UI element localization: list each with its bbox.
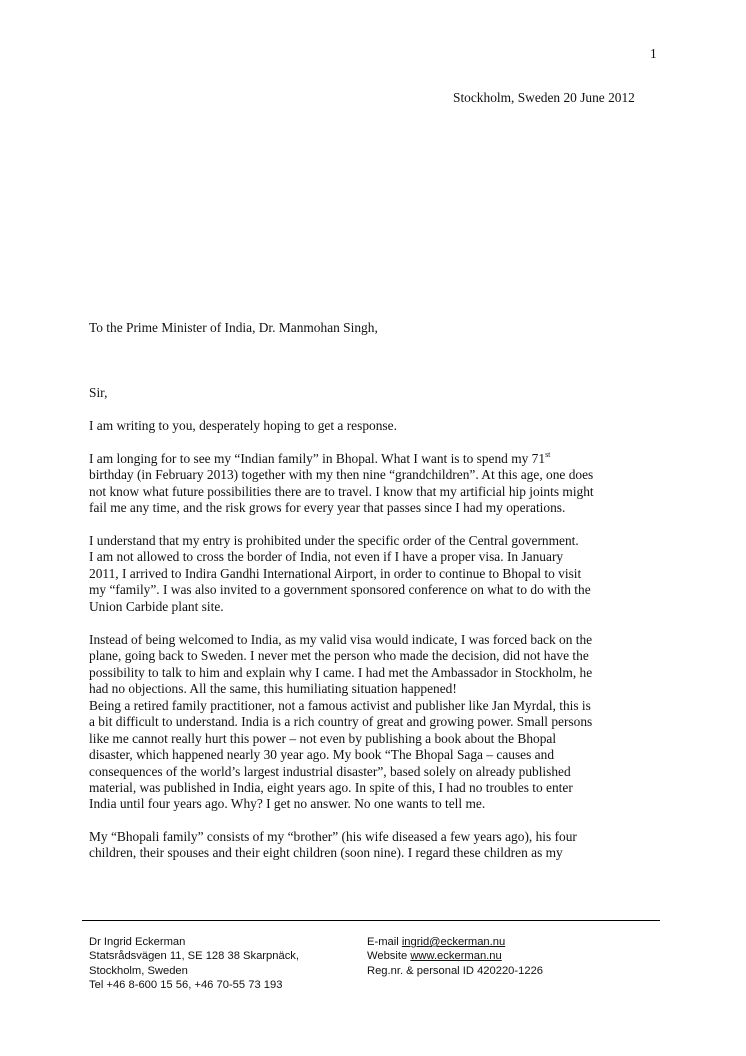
paragraph-intro [89,418,397,434]
text-line: my “family”. I was also invited to a government sponsored conference on what to do with the [89,582,591,598]
website-link[interactable]: www.eckerman.nu [410,950,502,963]
text-line: I understand that my entry is prohibited under the specific order of the Central government. [89,533,579,548]
footer-line: Dr Ingrid Eckerman [89,936,186,948]
text-line: India until four years ago. Why? I get no answer. No one wants to tell me. [89,796,486,812]
footer-line: Tel +46 8-600 15 56, +46 70-55 73 193 [89,979,283,992]
text-line: children, their spouses and their eight children (soon nine). I regard these children as my [89,845,563,861]
paragraph-4 [89,698,592,813]
text-line: disaster, which happened nearly 30 year ago. My book “The Bhopal Saga – causes and [89,747,555,763]
addressee: To the Prime Minister of India, Dr. Manmohan Singh, [89,320,378,335]
text-line: fail me any time, and the risk grows for every year that passes since I had my operations. [89,500,566,516]
text-line: not know what future possibilities there are to travel. I know that my artificial hip joints might [89,483,594,499]
text-line: My “Bhopali family” consists of my “brother” (his wife diseased a few years ago), his four [89,829,577,844]
page-number: 1 [650,46,657,61]
text-line: had no objections. All the same, this humiliating situation happened! [89,681,457,697]
text-line: 2011, I arrived to Indira Gandhi International Airport, in order to continue to Bhopal to visit [89,565,582,581]
paragraph-1 [89,451,594,517]
text-line: Union Carbide plant site. [89,598,224,614]
footer-address [89,935,299,993]
text-line: Instead of being welcomed to India, as my valid visa would indicate, I was forced back on the [89,632,593,647]
text-line: consequences of the world’s largest industrial disaster”, based solely on already published [89,763,571,779]
text-line: plane, going back to Sweden. I never met the person who made the decision, did not have the [89,648,589,664]
superscript: st [545,450,551,459]
footer-line: Stockholm, Sweden [89,964,188,977]
footer-line: Reg.nr. & personal ID 420220-1226 [367,964,544,977]
text-line [89,451,594,467]
text-line: Being a retired family practitioner, not a famous activist and publisher like Jan Myrdal, this is [89,698,591,713]
paragraph-2 [89,533,591,615]
text-line: birthday (in February 2013) together with my then nine “grandchildren”. At this age, one does [89,467,594,483]
paragraph-3 [89,632,592,698]
text-line: like me cannot really hurt this power – not even by publishing a book about the Bhopal [89,730,557,746]
footer-line [367,949,543,963]
footer-divider [82,920,660,921]
website-label: Website [367,950,411,963]
text-span: I am longing for to see my “Indian family” in Bhopal. What I want is to spend my 71 [89,451,546,466]
footer-contact [367,935,543,978]
text-line: I am writing to you, desperately hoping to get a response. [89,418,397,433]
date-line: Stockholm, Sweden 20 June 2012 [453,90,635,105]
footer-line: Statsrådsvägen 11, SE 128 38 Skarpnäck, [89,950,299,963]
text-line: possibility to talk to him and explain why I came. I had met the Ambassador in Stockholm, he [89,664,593,680]
text-line: a bit difficult to understand. India is a rich country of great and growing power. Small persons [89,714,593,730]
salutation: Sir, [89,385,108,400]
paragraph-5 [89,829,577,862]
email-label: E-mail [367,936,402,948]
email-link[interactable]: ingrid@eckerman.nu [401,936,506,948]
text-line: material, was published in India, eight years ago. In spite of this, I had no troubles to enter [89,779,573,795]
text-line: I am not allowed to cross the border of India, not even if I have a proper visa. In January [89,549,564,565]
footer-line [367,935,543,949]
